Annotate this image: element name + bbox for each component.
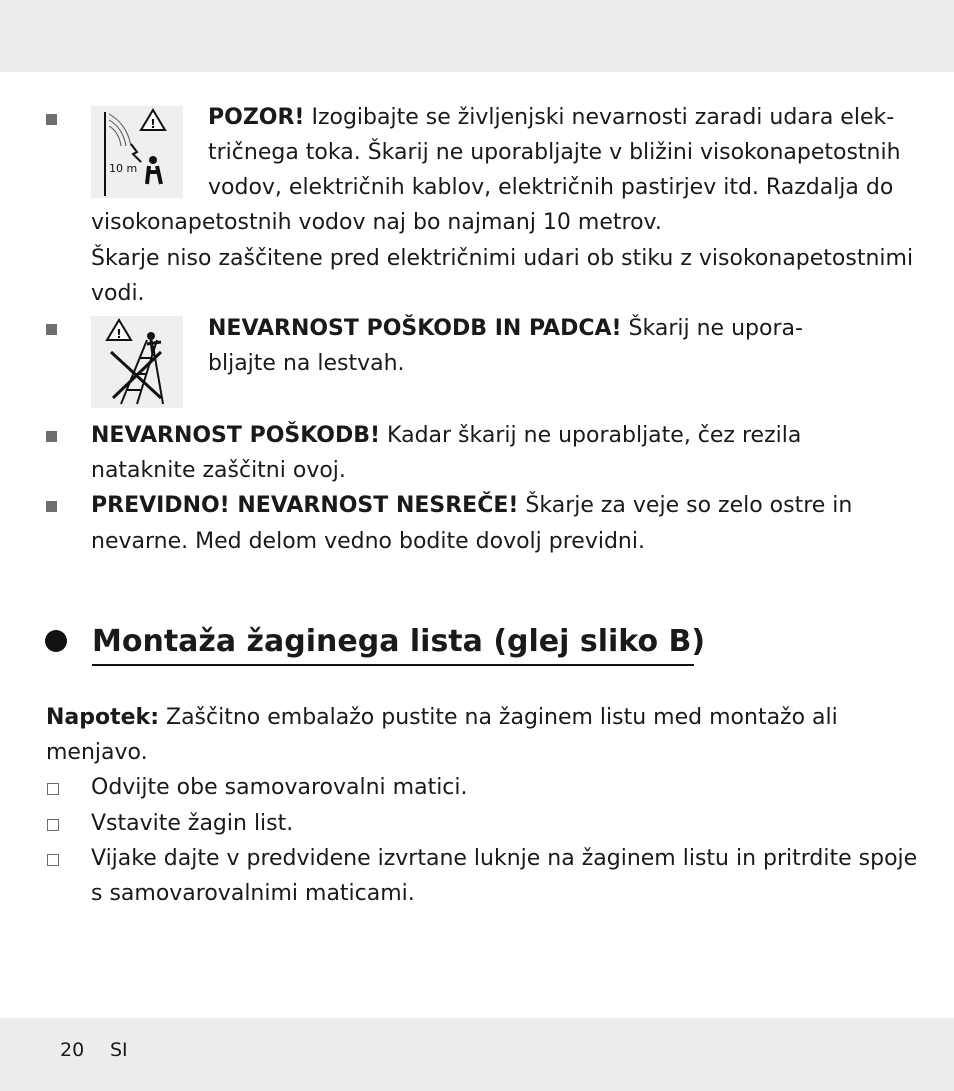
section-title: Montaža žaginega lista (glej sliko B) xyxy=(92,624,706,659)
warning-3-line-2: nataknite zaščitni ovoj. xyxy=(91,458,346,483)
ladder-warning-icon xyxy=(91,316,183,408)
warning-1-line-3: vodov, električnih kablov, električnih pastirjev itd. Razdalja do xyxy=(208,175,894,200)
warning-4-line-2: nevarne. Med delom vedno bodite dovolj previdni. xyxy=(91,529,645,554)
warning-1-line-5: Škarje niso zaščitene pred električnimi udari ob stiku z visokonapetostnimi xyxy=(91,246,914,271)
bullet-square xyxy=(46,501,57,512)
section-underline xyxy=(92,664,694,666)
note-line-2: menjavo. xyxy=(46,740,148,765)
svg-text:!: ! xyxy=(150,117,156,131)
step-2: Vstavite žagin list. xyxy=(91,811,294,836)
bullet-square xyxy=(46,324,57,335)
warning-1-line-6: vodi. xyxy=(91,281,145,306)
step-3-line-1: Vijake dajte v predvidene izvrtane luknje na žaginem listu in pritrdite spoje xyxy=(91,846,918,871)
electric-warning-icon xyxy=(91,106,183,198)
step-checkbox xyxy=(47,783,59,795)
step-checkbox xyxy=(47,854,59,866)
step-1: Odvijte obe samovarovalni matici. xyxy=(91,775,468,800)
warning-2-line-2: bljajte na lestvah. xyxy=(208,351,405,376)
bullet-square xyxy=(46,114,57,125)
note-line-1: Napotek: Zaščitno embalažo pustite na žaginem listu med montažo ali xyxy=(46,705,838,730)
bullet-square xyxy=(46,431,57,442)
footer-band xyxy=(0,1018,954,1091)
step-3-line-2: s samovarovalnimi maticami. xyxy=(91,881,415,906)
page-language: SI xyxy=(110,1039,128,1061)
warning-1-line-2: tričnega toka. Škarij ne uporabljajte v bližini visokonapetostnih xyxy=(208,140,901,165)
page-number: 20 xyxy=(60,1039,85,1061)
distance-label: 10 m xyxy=(109,162,138,175)
section-bullet xyxy=(45,630,67,652)
warning-4-line-1: PREVIDNO! NEVARNOST NESREČE! Škarje za veje so zelo ostre in xyxy=(91,493,853,518)
warning-2-line-1: NEVARNOST POŠKODB IN PADCA! Škarij ne upora- xyxy=(208,316,803,341)
warning-3-line-1: NEVARNOST POŠKODB! Kadar škarij ne uporabljate, čez rezila xyxy=(91,423,802,448)
warning-1-line-1: POZOR! Izogibajte se življenjski nevarnosti zaradi udara elek- xyxy=(208,105,895,130)
warning-1-line-4: visokonapetostnih vodov naj bo najmanj 10 metrov. xyxy=(91,210,662,235)
svg-text:!: ! xyxy=(116,327,122,341)
step-checkbox xyxy=(47,819,59,831)
header-band xyxy=(0,0,954,72)
